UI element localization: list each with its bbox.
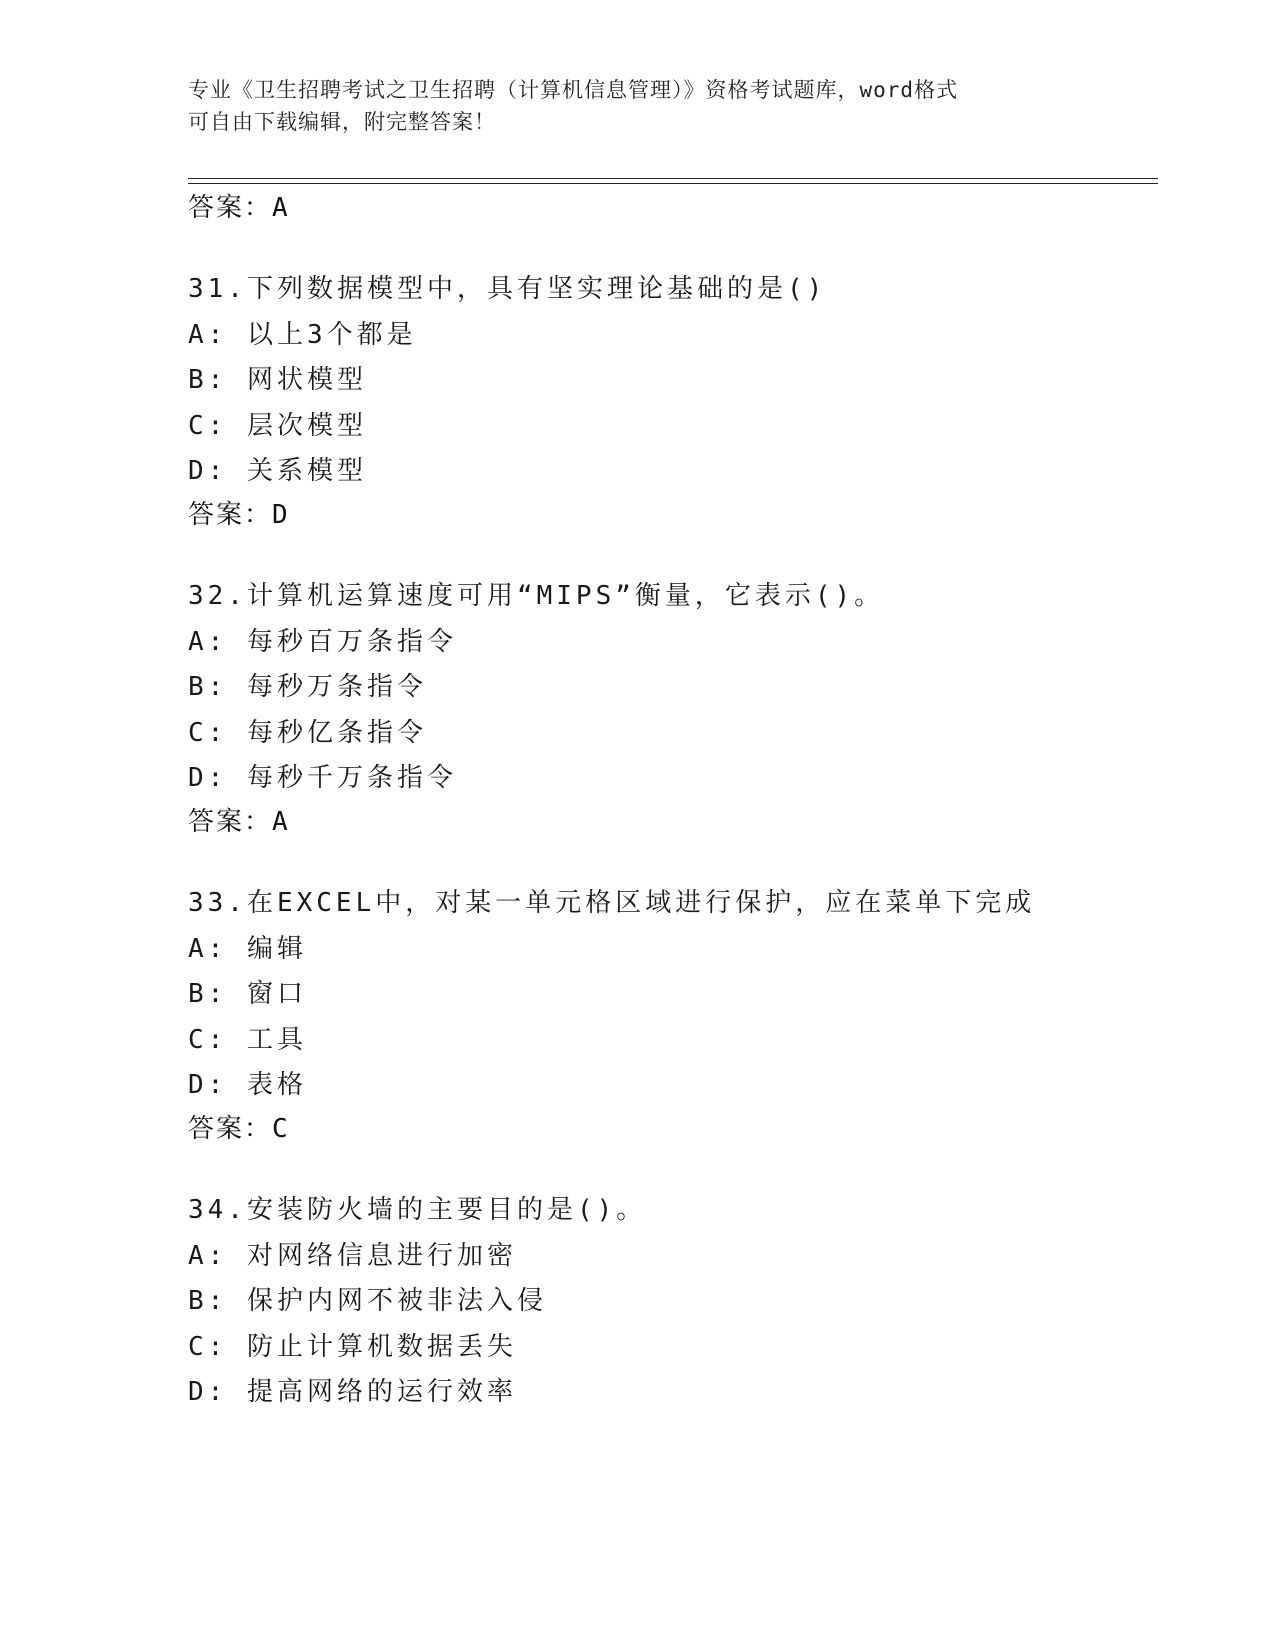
option-a: A: 对网络信息进行加密 (188, 1240, 517, 1271)
option-d: D: 提高网络的运行效率 (188, 1377, 517, 1408)
question-block-31 (188, 267, 1188, 495)
question-block-32 (188, 574, 1188, 802)
answer-label: 答案： (188, 807, 273, 837)
option-d: D: 每秒千万条指令 (188, 763, 457, 794)
question-block-33 (188, 881, 1188, 1109)
answer-value: A (272, 807, 290, 837)
option-b: B: 网状模型 (188, 365, 367, 396)
option-c: C: 层次模型 (188, 410, 367, 441)
header-line-1: 专业《卫生招聘考试之卫生招聘（计算机信息管理）》资格考试题库，word格式 (188, 78, 959, 102)
answer-line (188, 1112, 290, 1146)
answer-value: C (272, 1114, 290, 1144)
answer-line (188, 191, 290, 225)
question-text: 33.在EXCEL中，对某一单元格区域进行保护，应在菜单下完成 (188, 888, 1036, 918)
option-a: A: 以上3个都是 (188, 319, 417, 350)
option-a: A: 每秒百万条指令 (188, 626, 457, 657)
option-a: A: 编辑 (188, 933, 307, 964)
answer-label: 答案： (188, 500, 273, 530)
option-b: B: 窗口 (188, 979, 307, 1010)
question-text: 34.安装防火墙的主要目的是()。 (188, 1195, 647, 1225)
option-c: C: 工具 (188, 1024, 307, 1055)
header-divider-top (188, 178, 1158, 179)
option-c: C: 防止计算机数据丢失 (188, 1331, 517, 1362)
question-text: 32.计算机运算速度可用“MIPS”衡量，它表示()。 (188, 581, 885, 611)
option-d: D: 表格 (188, 1070, 307, 1101)
answer-label: 答案： (188, 193, 273, 223)
option-d: D: 关系模型 (188, 456, 367, 487)
option-b: B: 保护内网不被非法入侵 (188, 1286, 547, 1317)
header-line-2: 可自由下载编辑，附完整答案！ (188, 110, 496, 134)
option-b: B: 每秒万条指令 (188, 672, 427, 703)
option-c: C: 每秒亿条指令 (188, 717, 427, 748)
answer-label: 答案： (188, 1114, 273, 1144)
answer-line (188, 805, 290, 839)
header-divider-bottom (188, 183, 1158, 184)
question-text: 31.下列数据模型中，具有坚实理论基础的是() (188, 274, 827, 304)
question-block-34 (188, 1188, 1188, 1416)
answer-line (188, 498, 290, 532)
document-header (188, 74, 1088, 138)
answer-value: D (272, 500, 290, 530)
answer-value: A (272, 193, 290, 223)
